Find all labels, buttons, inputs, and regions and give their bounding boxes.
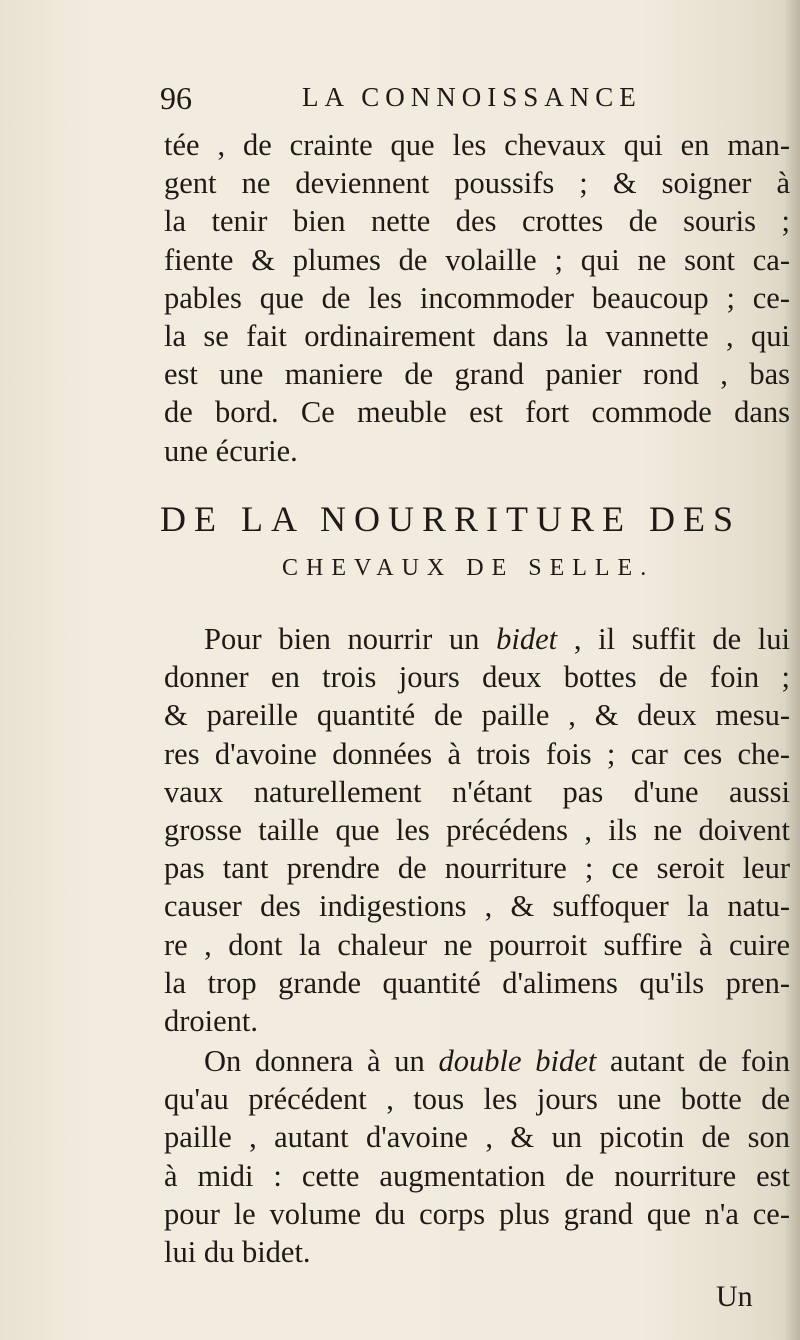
text-line: une écurie. [164, 433, 298, 468]
section-title: DE LA NOURRITURE DES [160, 499, 741, 539]
text-line: lui du bidet. [164, 1235, 311, 1270]
italic-term: bidet [496, 622, 558, 656]
text-line: vaux naturellement n'étant pas d'une aussi [164, 774, 790, 809]
section-subtitle: CHEVAUX DE SELLE. [282, 555, 655, 581]
italic-term: double bidet [438, 1044, 597, 1078]
text-line: est une maniere de grand panier rond , bas [164, 357, 790, 392]
text-line: gent ne deviennent poussifs ; & soigner à [164, 166, 790, 201]
text-line: pables que de les incommoder beaucoup ; ce- [164, 280, 790, 315]
text-line: grosse taille que les précédens , ils ne doivent [164, 813, 790, 848]
catchword: Un [716, 1280, 753, 1313]
text-line: de bord. Ce meuble est fort commode dans [164, 395, 790, 430]
text-line: à midi : cette augmentation de nourriture est [164, 1158, 790, 1193]
text-line: & pareille quantité de paille , & deux mesu- [164, 698, 790, 733]
text-line: res d'avoine données à trois fois ; car ces che- [164, 736, 790, 771]
paragraph-1 [164, 126, 790, 470]
text-line: droient. [164, 1004, 259, 1039]
text-line: qu'au précédent , tous les jours une botte de [164, 1082, 790, 1117]
text-line: Pour bien nourrir un bidet , il suffit de lui [204, 622, 791, 656]
text-line: tée , de crainte que les chevaux qui en man- [164, 128, 790, 162]
page-header [160, 80, 790, 124]
paragraph-3 [164, 1042, 790, 1271]
page-number: 96 [160, 80, 192, 116]
text-line: re , dont la chaleur ne pourroit suffire à cuire [164, 927, 790, 962]
text-line: pas tant prendre de nourriture ; ce seroit leur [164, 851, 790, 886]
text-line: la trop grande quantité d'alimens qu'ils pren- [164, 965, 790, 1000]
text-line: fiente & plumes de volaille ; qui ne sont ca- [164, 242, 790, 277]
text-line: la tenir bien nette des crottes de souris ; [164, 204, 790, 239]
text-line: causer des indigestions , & suffoquer la natu- [164, 889, 790, 924]
running-head: LA CONNOISSANCE [302, 82, 642, 112]
paragraph-2 [164, 620, 790, 1040]
text-line: donner en trois jours deux bottes de foin ; [164, 660, 790, 695]
text-line: la se fait ordinairement dans la vannette , qui [164, 319, 790, 354]
text-line: pour le volume du corps plus grand que n'a ce- [164, 1196, 790, 1231]
text-line: paille , autant d'avoine , & un picotin de son [164, 1120, 790, 1155]
text-line: On donnera à un double bidet autant de foin [204, 1044, 790, 1078]
